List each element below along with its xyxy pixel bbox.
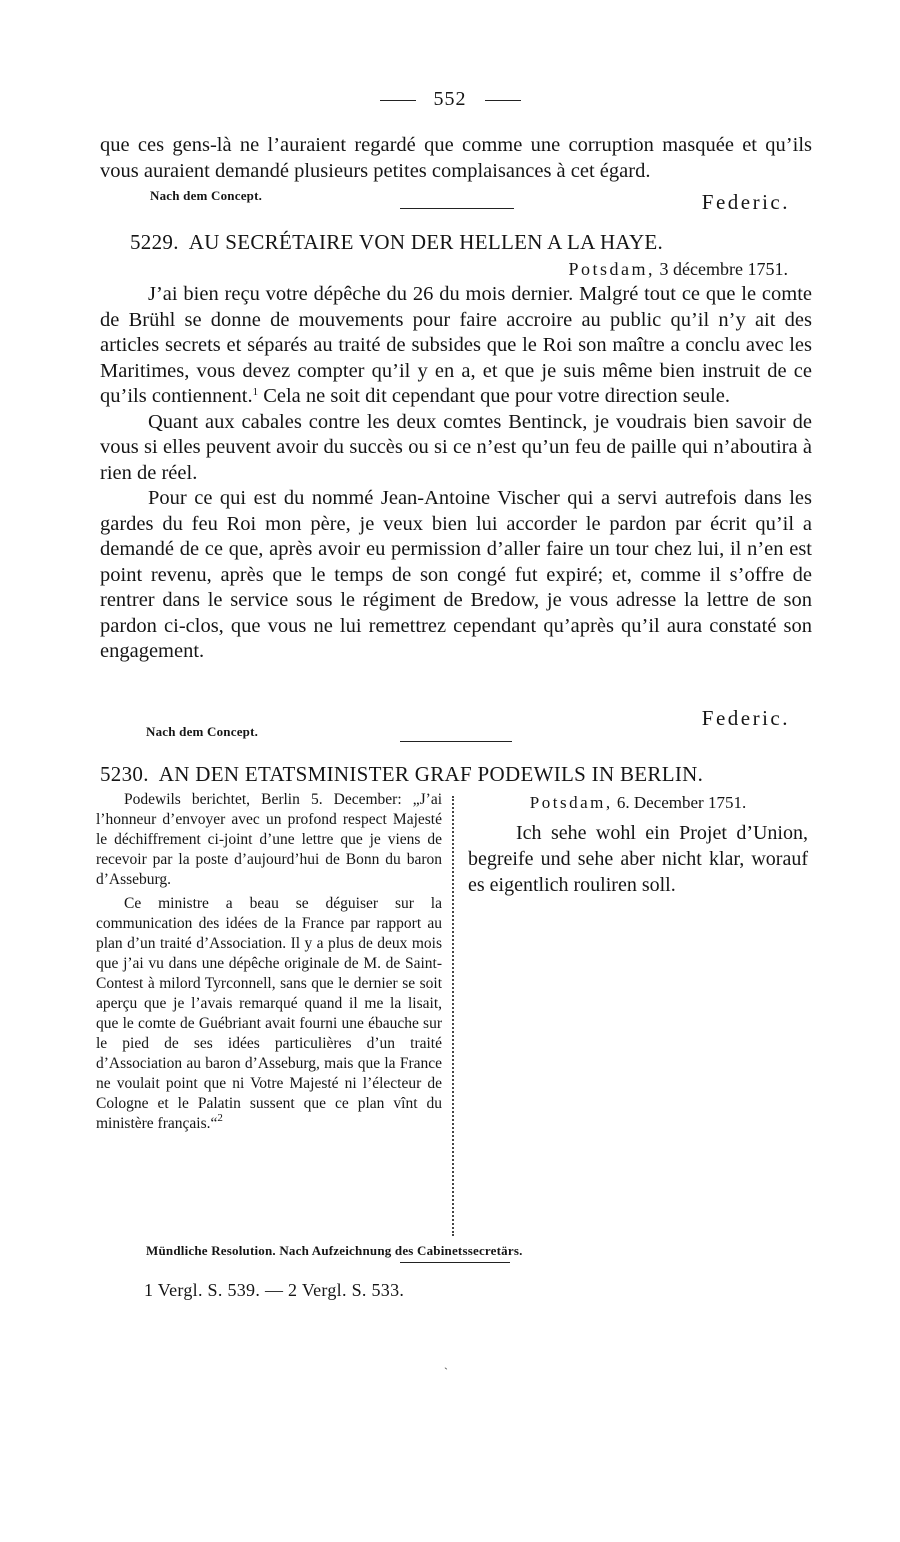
paragraph: Quant aux cabales contre les deux comtes Bentinck, je voudrais bien savoir de vous si elles peuvent avoir du succès ou si ce n’est qu’un feu de paille qui n’aboutira à rien de réel. [100,410,812,484]
dateline-place: Potsdam, [529,793,613,812]
dateline-date: 6. December 1751. [612,793,747,812]
footnote-ref: 2 [217,1112,223,1124]
letter-number: 5229. [130,230,179,254]
carryover-text: que ces gens-là ne l’auraient regardé que comme une corruption masquée et qu’ils vous auraient demandé plusieurs petites complaisances à cet égard. [100,134,812,182]
carryover-paragraph [100,133,812,184]
header-dash-left [380,100,416,101]
source-note: Nach dem Concept. [146,724,259,739]
paragraph: Podewils berichtet, Berlin 5. December: „J’ai l’honneur d’envoyer avec un profond respect Majesté le déchiffrement ci-joint d’une lettre que je viens de recevoir par la poste d’aujourd’hui de Bonn du baron d’Asseburg. [96,791,442,888]
paragraph: Pour ce qui est du nommé Jean-Antoine Vischer qui a servi autrefois dans les gardes du feu Roi mon père, je veux bien lui accorder le pardon par écrit qu’il a demandé de ce que, après avoir eu permission d’aller faire un tour chez lui, il n’en est point revenu, après que le temps de son congé fut expiré; et, comme il s’offre de rentrer dans le service sous le régiment de Bredow, je vous adresse la lettre de son pardon ci-clos, que vous ne lui remettrez cependant qu’après qu’il aura constaté son engagement. [100,487,812,662]
carryover-signature-row [150,188,790,214]
letter-title: AN DEN ETATSMINISTER GRAF PODEWILS IN BERLIN. [158,762,704,786]
source-note: Mündliche Resolution. Nach Aufzeichnung des Cabinetssecretärs. [146,1243,523,1258]
section-divider [400,741,512,742]
signature: Federic. [701,706,790,730]
letter-title: AU SECRÉTAIRE VON DER HELLEN A LA HAYE. [188,230,664,254]
paragraph-text: Cela ne soit dit cependant que pour votre direction seule. [263,385,731,407]
paragraph [100,282,812,410]
report-column [96,790,442,1134]
printer-mark: ˏ [444,1356,448,1370]
letter-5229-heading [130,230,842,255]
section-divider [400,208,514,209]
resolution-column [468,790,808,898]
dateline-date: 3 décembre 1751. [655,259,788,279]
footnote-text: 1 Vergl. S. 539. — 2 Vergl. S. 533. [144,1280,405,1300]
letter-5229-body [100,282,812,665]
header-dash-right [485,100,521,101]
resolution-dateline [468,790,808,816]
footnote-divider [400,1262,510,1263]
page-number: 552 [433,88,467,110]
letter-5229-source-row [146,724,790,750]
letter-5229-dateline [569,259,788,280]
letter-5230-columns [96,790,816,1542]
paragraph [96,894,442,1134]
footnotes [144,1280,404,1301]
footnote-ref: 1 [252,386,259,398]
letter-5230-heading [100,762,812,787]
dateline-place: Potsdam, [568,259,656,279]
paragraph-text: J’ai bien reçu votre dépêche du 26 du mois dernier. Malgré tout ce que le comte de Brühl se donne de mouvements pour faire accroire au public qu’il n’y ait des articles secrets et séparés au traité de subsides que le Roi son maître a conclu avec les Maritimes, vous devez compter qu’il y en a, et que je suis même bien instruit de ce qu’ils contiennent. [100,283,812,407]
column-divider [452,796,454,1236]
signature: Federic. [701,190,790,214]
source-note: Nach dem Concept. [150,188,263,203]
page-header [0,88,900,111]
letter-number: 5230. [100,762,149,786]
resolution-text: Ich sehe wohl ein Projet d’Union, begreife und sehe aber nicht klar, worauf es eigentlich rouliren soll. [468,822,808,896]
paragraph-text: Ce ministre a beau se déguiser sur la communication des idées de la France par rapport au plan d’un traité d’Association. Il y a plus de deux mois que j’ai vu dans une dépêche originale de M. de Saint-Contest à milord Tyrconnell, sans que le dernier se soit aperçu que je l’avais remarqué quand il me la lisait, que le comte de Guébriant avait fourni une ébauche sur le pied de ses idées particulières d’un traité d’Association au baron d’Asseburg, mais que la France ne voulait point que ni Votre Majesté ni l’électeur de Cologne et le Palatin sussent que ce plan vînt du ministère français.“ [96,895,442,1132]
